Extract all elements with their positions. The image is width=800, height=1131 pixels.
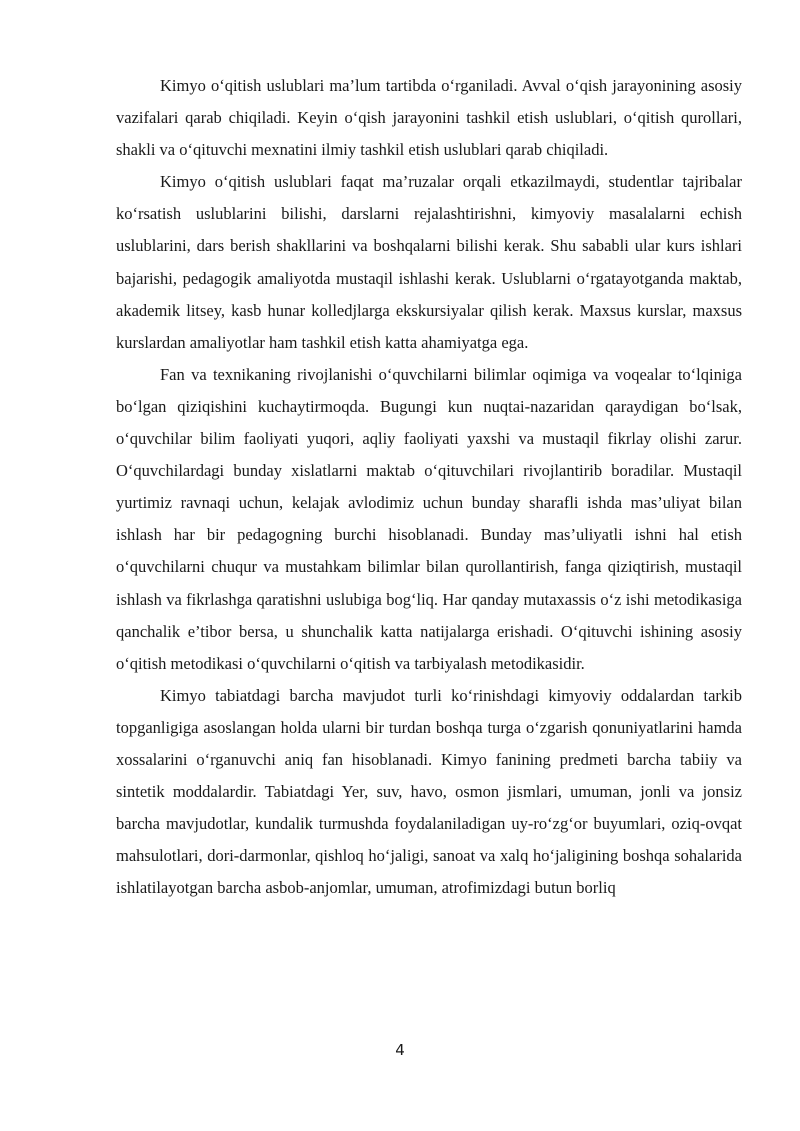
paragraph-teaching-methods-order: Kimyo o‘qitish uslublari ma’lum tartibda o‘rganiladi. Avval o‘qish jarayonining asosiy vazifalari qarab chiqiladi. Keyin o‘qish jarayonini tashkil etish uslublari, o‘qitish qurollari, shakli va o‘qituvchi mexnatini ilmiy tashkil etish uslublari qarab chiqiladi. xyxy=(116,76,742,160)
page-number: 4 xyxy=(395,1041,405,1059)
paragraph-teaching-methods-lectures: Kimyo o‘qitish uslublari faqat ma’ruzalar orqali etkazilmaydi, studentlar tajribalar ko‘rsatish uslublarini bilishi, darslarni rejalashtirishni, kimyoviy masalalarni echish uslublarini, dars berish shakllarini va boshqalarni bilishi kerak. Shu sababli ular kurs ishlari bajarishi, pedagogik amaliyotda mustaqil ishlashi kerak. Uslublarni o‘rgatayotganda maktab, akademik litsey, kasb hunar kolledjlarga ekskursiyalar qilish kerak. Maxsus kurslar, maxsus kurslardan amaliyotlar ham tashkil etish katta ahamiyatga ega. xyxy=(116,172,742,352)
document-body xyxy=(116,70,742,904)
paragraph-chemistry-definition: Kimyo tabiatdagi barcha mavjudot turli ko‘rinishdagi kimyoviy oddalardan tarkib topganligiga asoslangan holda ularni bir turdan boshqa turga o‘zgarish qonuniyatlarini hamda xossalarini o‘rganuvchi aniq fan hisoblanadi. Kimyo fanining predmeti barcha tabiiy va sintetik moddalardir. Tabiatdagi Yer, suv, havo, osmon jismlari, umuman, jonli va jonsiz barcha mavjudotlar, kundalik turmushda foydalaniladigan uy-ro‘zg‘or buyumlari, oziq-ovqat mahsulotlari, dori-darmonlar, qishloq ho‘jaligi, sanoat va xalq ho‘jaligining boshqa sohalarida ishlatilayotgan barcha asbob-anjomlar, umuman, atrofimizdagi butun borliq xyxy=(116,685,742,898)
paragraph-science-development: Fan va texnikaning rivojlanishi o‘quvchilarni bilimlar oqimiga va voqealar to‘lqiniga bo‘lgan qiziqishini kuchaytirmoqda. Bugungi kun nuqtai-nazaridan qaraydigan bo‘lsak, o‘quvchilar bilim faoliyati yuqori, aqliy faoliyati yaxshi va mustaqil fikrlay olishi zarur. O‘quvchilardagi bunday xislatlarni maktab o‘qituvchilari rivojlantirib boradilar. Mustaqil yurtimiz ravnaqi uchun, kelajak avlodimiz uchun bunday sharafli ishda mas’uliyat bilan ishlash har bir pedagogning burchi hisoblanadi. Bunday mas’uliyatli ishni hal etish o‘quvchilarni chuqur va mustahkam bilimlar bilan qurollantirish, fanga qiziqtirish, mustaqil ishlash va fikrlashga qaratishni uslubiga bog‘liq. Har qanday mutaxassis o‘z ishi metodikasiga qanchalik e’tibor bersa, u shunchalik katta natijalarga erishadi. O‘qituvchi ishining asosiy o‘qitish metodikasi o‘quvchilarni o‘qitish va tarbiyalash metodikasidir. xyxy=(116,364,742,673)
